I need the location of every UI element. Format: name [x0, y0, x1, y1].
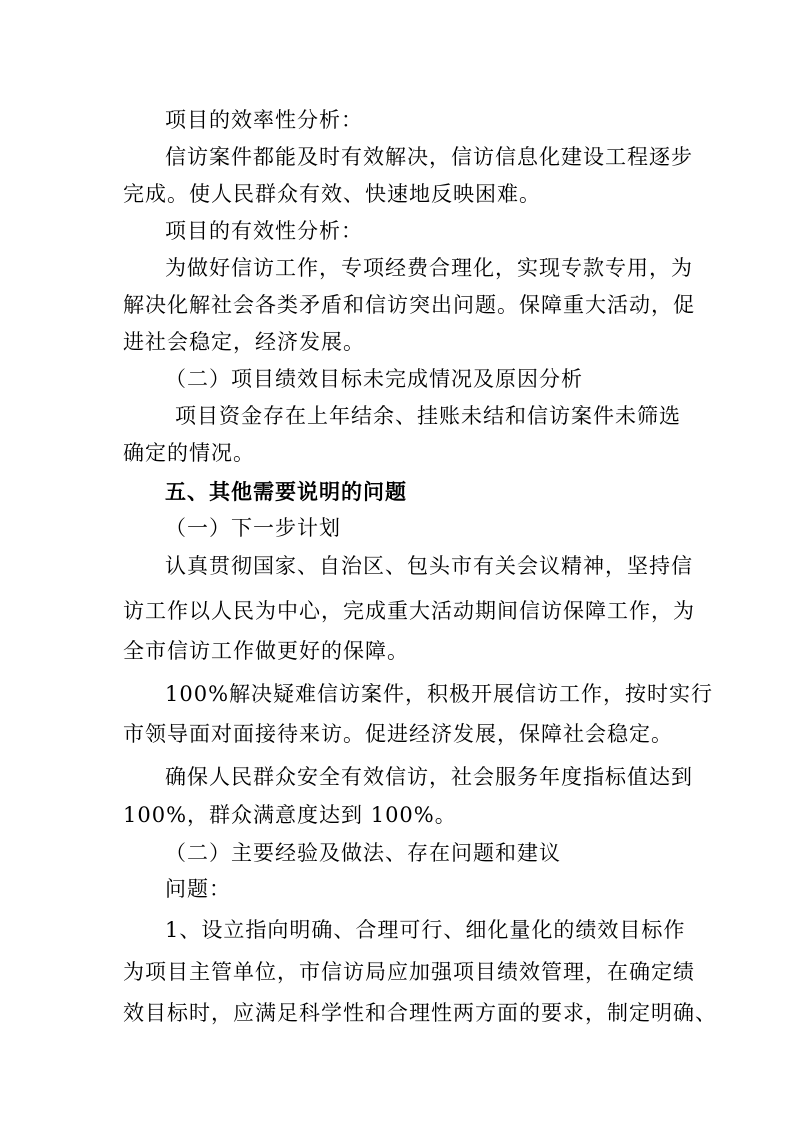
paragraph-line: 确保人民群众安全有效信访，社会服务年度指标值达到	[165, 765, 693, 789]
paragraph-line: 市领导面对面接待来访。促进经济发展，保障社会稳定。	[123, 722, 673, 746]
paragraph-line: 完成。使人民群众有效、快速地反映困难。	[123, 182, 541, 206]
section-heading-efficiency: 项目的效率性分析：	[165, 108, 363, 132]
paragraph-line: 解决化解社会各类矛盾和信访突出问题。保障重大活动，促	[123, 293, 695, 317]
paragraph-line: 100%，群众满意度达到 100%。	[123, 803, 457, 827]
paragraph-line: 项目资金存在上年结余、挂账未结和信访案件未筛选	[175, 404, 681, 428]
section-heading-effectiveness: 项目的有效性分析：	[165, 219, 363, 243]
paragraph-line: 100%解决疑难信访案件，积极开展信访工作，按时实行	[165, 682, 714, 706]
problems-heading: 问题：	[165, 877, 231, 901]
paragraph-line: 为做好信访工作，专项经费合理化，实现专款专用，为	[165, 256, 693, 280]
paragraph-line: 1、设立指向明确、合理可行、细化量化的绩效目标作	[165, 918, 686, 942]
section-heading-other: 五、其他需要说明的问题	[165, 480, 407, 504]
subsection-heading: （一）下一步计划	[165, 516, 341, 540]
paragraph-line: 访工作以人民为中心，完成重大活动期间信访保障工作，为	[123, 599, 695, 623]
paragraph-line: 认真贯彻国家、自治区、包头市有关会议精神，坚持信	[165, 554, 693, 578]
paragraph-line: 信访案件都能及时有效解决，信访信息化建设工程逐步	[165, 145, 693, 169]
paragraph-line: 确定的情况。	[123, 441, 255, 465]
paragraph-line: 全市信访工作做更好的保障。	[123, 639, 409, 663]
paragraph-line: 效目标时，应满足科学性和合理性两方面的要求，制定明确、	[123, 1001, 717, 1025]
paragraph-line: 进社会稳定，经济发展。	[123, 330, 365, 354]
subsection-heading: （二）主要经验及做法、存在问题和建议	[165, 841, 561, 865]
paragraph-line: 为项目主管单位，市信访局应加强项目绩效管理，在确定绩	[123, 960, 695, 984]
subsection-heading: （二）项目绩效目标未完成情况及原因分析	[165, 367, 583, 391]
